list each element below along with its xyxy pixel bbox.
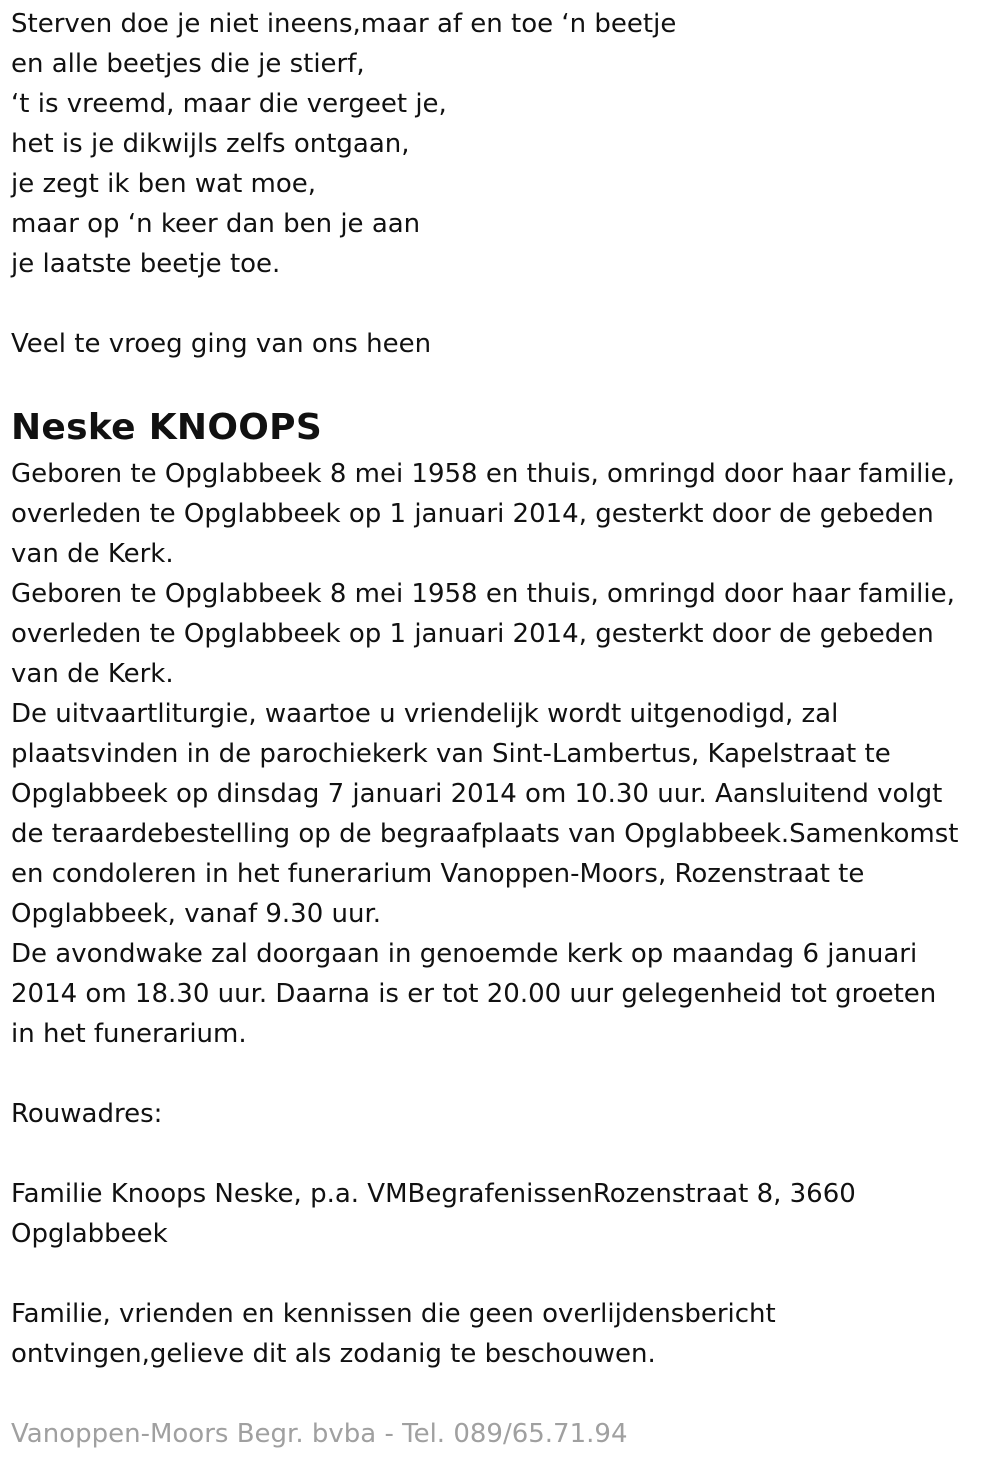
body-line: Opglabbeek, vanaf 9.30 uur. — [11, 899, 382, 929]
spacer — [11, 1054, 989, 1094]
intro-text: Veel te vroeg ging van ons heen — [11, 329, 432, 359]
body-line: overleden te Opglabbeek op 1 januari 2014, gesterkt door de gebeden — [11, 619, 934, 649]
spacer — [11, 1254, 989, 1294]
closing-line: ontvingen,gelieve dit als zodanig te beschouwen. — [11, 1339, 656, 1369]
closing-note — [11, 1294, 989, 1374]
closing-line: Familie, vrienden en kennissen die geen overlijdensbericht — [11, 1299, 776, 1329]
obituary-body — [11, 454, 989, 1054]
poem-line: maar op ‘n keer dan ben je aan — [11, 209, 421, 239]
address-line: Familie Knoops Neske, p.a. VMBegrafenissenRozenstraat 8, 3660 — [11, 1179, 856, 1209]
body-line: Geboren te Opglabbeek 8 mei 1958 en thuis, omringd door haar familie, — [11, 459, 955, 489]
body-line: en condoleren in het funerarium Vanoppen-Moors, Rozenstraat te — [11, 859, 865, 889]
poem-line: je zegt ik ben wat moe, — [11, 169, 317, 199]
address-line: Opglabbeek — [11, 1219, 168, 1249]
funeral-home-footer: Vanoppen-Moors Begr. bvba - Tel. 089/65.71.94 — [11, 1419, 628, 1449]
poem-line: en alle beetjes die je stierf, — [11, 49, 365, 79]
poem-line: het is je dikwijls zelfs ontgaan, — [11, 129, 410, 159]
address-label: Rouwadres: — [11, 1099, 163, 1129]
body-line: De uitvaartliturgie, waartoe u vriendelijk wordt uitgenodigd, zal — [11, 699, 839, 729]
body-line: Opglabbeek op dinsdag 7 januari 2014 om 10.30 uur. Aansluitend volgt — [11, 779, 943, 809]
body-line: Geboren te Opglabbeek 8 mei 1958 en thuis, omringd door haar familie, — [11, 579, 955, 609]
poem-line: Sterven doe je niet ineens,maar af en toe ‘n beetje — [11, 9, 677, 39]
body-line: van de Kerk. — [11, 539, 174, 569]
body-line: van de Kerk. — [11, 659, 174, 689]
deceased-name: Neske KNOOPS — [11, 407, 323, 448]
poem — [11, 4, 989, 284]
body-line: 2014 om 18.30 uur. Daarna is er tot 20.00 uur gelegenheid tot groeten — [11, 979, 937, 1009]
spacer — [11, 284, 989, 324]
poem-line: je laatste beetje toe. — [11, 249, 281, 279]
body-line: plaatsvinden in de parochiekerk van Sint-Lambertus, Kapelstraat te — [11, 739, 891, 769]
body-line: de teraardebestelling op de begraafplaats van Opglabbeek.Samenkomst — [11, 819, 959, 849]
body-line: De avondwake zal doorgaan in genoemde kerk op maandag 6 januari — [11, 939, 918, 969]
body-line: overleden te Opglabbeek op 1 januari 2014, gesterkt door de gebeden — [11, 499, 934, 529]
mourning-address — [11, 1174, 989, 1254]
spacer — [11, 364, 989, 404]
body-line: in het funerarium. — [11, 1019, 247, 1049]
poem-line: ‘t is vreemd, maar die vergeet je, — [11, 89, 447, 119]
spacer — [11, 1134, 989, 1174]
